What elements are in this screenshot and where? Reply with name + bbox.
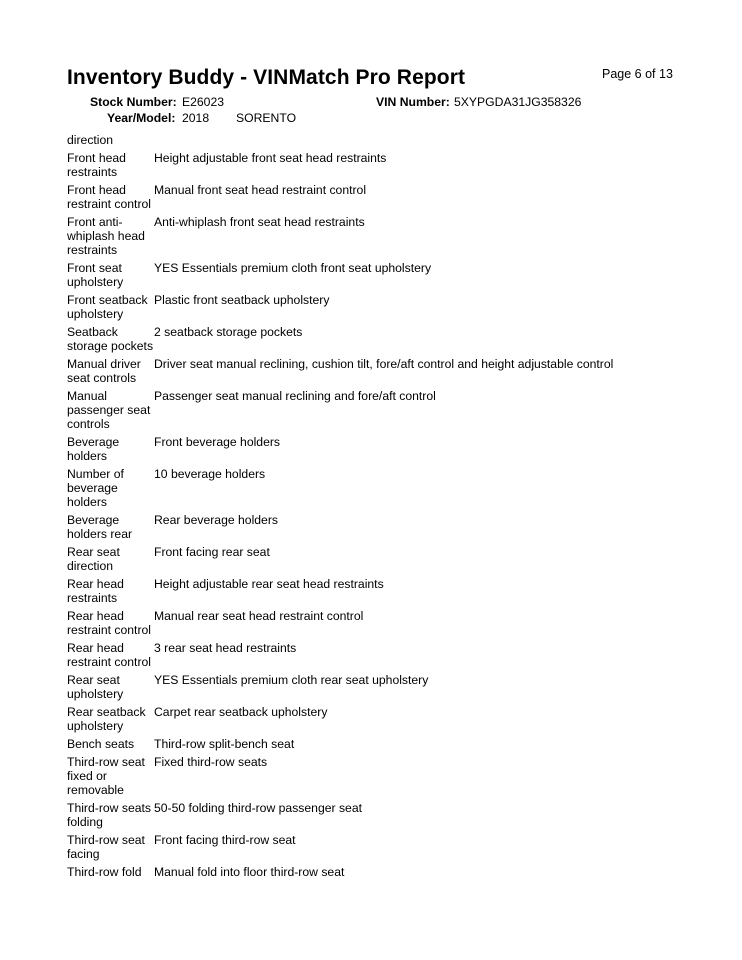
- spec-row: [67, 705, 687, 733]
- spec-value: Height adjustable rear seat head restraints: [154, 577, 384, 591]
- spec-label: Bench seats: [67, 737, 135, 751]
- spec-label: Rear head restraints: [67, 577, 124, 605]
- spec-row: [67, 513, 687, 541]
- continued-row: [67, 133, 687, 147]
- spec-row: [67, 865, 687, 879]
- spec-label: Beverage holders: [67, 435, 120, 463]
- report-title: Inventory Buddy - VINMatch Pro Report: [67, 66, 466, 89]
- spec-label: Third-row seat facing: [67, 833, 145, 861]
- spec-value: Carpet rear seatback upholstery: [154, 705, 328, 719]
- year-value: 2018: [182, 111, 210, 125]
- spec-value: 2 seatback storage pockets: [154, 325, 303, 339]
- stock-number-value: E26023: [182, 95, 225, 109]
- spec-row: [67, 357, 687, 385]
- spec-value: Manual rear seat head restraint control: [154, 609, 364, 623]
- spec-row: [67, 801, 687, 829]
- vin-number-label: VIN Number:: [376, 95, 450, 109]
- spec-row: [67, 467, 687, 509]
- spec-label: Rear head restraint control: [67, 641, 151, 669]
- spec-label: Front head restraints: [67, 151, 126, 179]
- spec-value: YES Essentials premium cloth rear seat upholstery: [154, 673, 429, 687]
- spec-value: Passenger seat manual reclining and fore/aft control: [154, 389, 436, 403]
- spec-row: [67, 325, 687, 353]
- spec-value: 10 beverage holders: [154, 467, 266, 481]
- spec-label: Front anti-whiplash head restraints: [67, 215, 145, 257]
- spec-row: [67, 293, 687, 321]
- spec-label: Number of beverage holders: [67, 467, 124, 509]
- spec-row: [67, 641, 687, 669]
- spec-label: Front head restraint control: [67, 183, 151, 211]
- spec-row: [67, 183, 687, 211]
- model-value: SORENTO: [236, 111, 297, 125]
- spec-value: Front facing third-row seat: [154, 833, 296, 847]
- spec-value: Rear beverage holders: [154, 513, 278, 527]
- spec-value: 3 rear seat head restraints: [154, 641, 297, 655]
- spec-row: [67, 755, 687, 797]
- spec-value: Front facing rear seat: [154, 545, 270, 559]
- spec-value: Anti-whiplash front seat head restraints: [154, 215, 365, 229]
- spec-value: Fixed third-row seats: [154, 755, 268, 769]
- spec-label: Seatback storage pockets: [67, 325, 154, 353]
- spec-row: [67, 261, 687, 289]
- spec-label: Third-row seat fixed or removable: [67, 755, 145, 797]
- spec-value: Manual fold into floor third-row seat: [154, 865, 345, 879]
- spec-value: Plastic front seatback upholstery: [154, 293, 330, 307]
- spec-row: [67, 545, 687, 573]
- spec-label: Third-row fold: [67, 865, 142, 879]
- spec-row: [67, 435, 687, 463]
- spec-row: [67, 215, 687, 257]
- spec-label: Front seat upholstery: [67, 261, 124, 289]
- spec-value: YES Essentials premium cloth front seat upholstery: [154, 261, 432, 275]
- spec-label: Manual passenger seat controls: [67, 389, 151, 431]
- spec-label: Manual driver seat controls: [67, 357, 141, 385]
- spec-value: 50-50 folding third-row passenger seat: [154, 801, 362, 815]
- spec-label: Rear seat upholstery: [67, 673, 124, 701]
- spec-rows: [67, 151, 687, 879]
- spec-row: [67, 577, 687, 605]
- vin-number-value: 5XYPGDA31JG358326: [454, 95, 582, 109]
- spec-label: Rear seat direction: [67, 545, 120, 573]
- spec-list: [67, 133, 687, 883]
- year-model-label: Year/Model:: [107, 111, 176, 125]
- spec-value: Driver seat manual reclining, cushion tilt, fore/aft control and height adjustable control: [154, 357, 614, 371]
- spec-label: Third-row seats folding: [67, 801, 151, 829]
- spec-row: [67, 737, 687, 751]
- spec-label: Rear seatback upholstery: [67, 705, 146, 733]
- page-number: Page 6 of 13: [602, 67, 673, 81]
- spec-row: [67, 389, 687, 431]
- spec-row: [67, 609, 687, 637]
- spec-label: Beverage holders rear: [67, 513, 133, 541]
- spec-label: direction: [67, 133, 114, 147]
- spec-label: Rear head restraint control: [67, 609, 151, 637]
- spec-value: Third-row split-bench seat: [154, 737, 295, 751]
- spec-row: [67, 151, 687, 179]
- spec-value: Manual front seat head restraint control: [154, 183, 367, 197]
- spec-label: Front seatback upholstery: [67, 293, 148, 321]
- spec-row: [67, 673, 687, 701]
- spec-value: Height adjustable front seat head restraints: [154, 151, 387, 165]
- stock-number-label: Stock Number:: [90, 95, 177, 109]
- spec-row: [67, 833, 687, 861]
- spec-value: Front beverage holders: [154, 435, 281, 449]
